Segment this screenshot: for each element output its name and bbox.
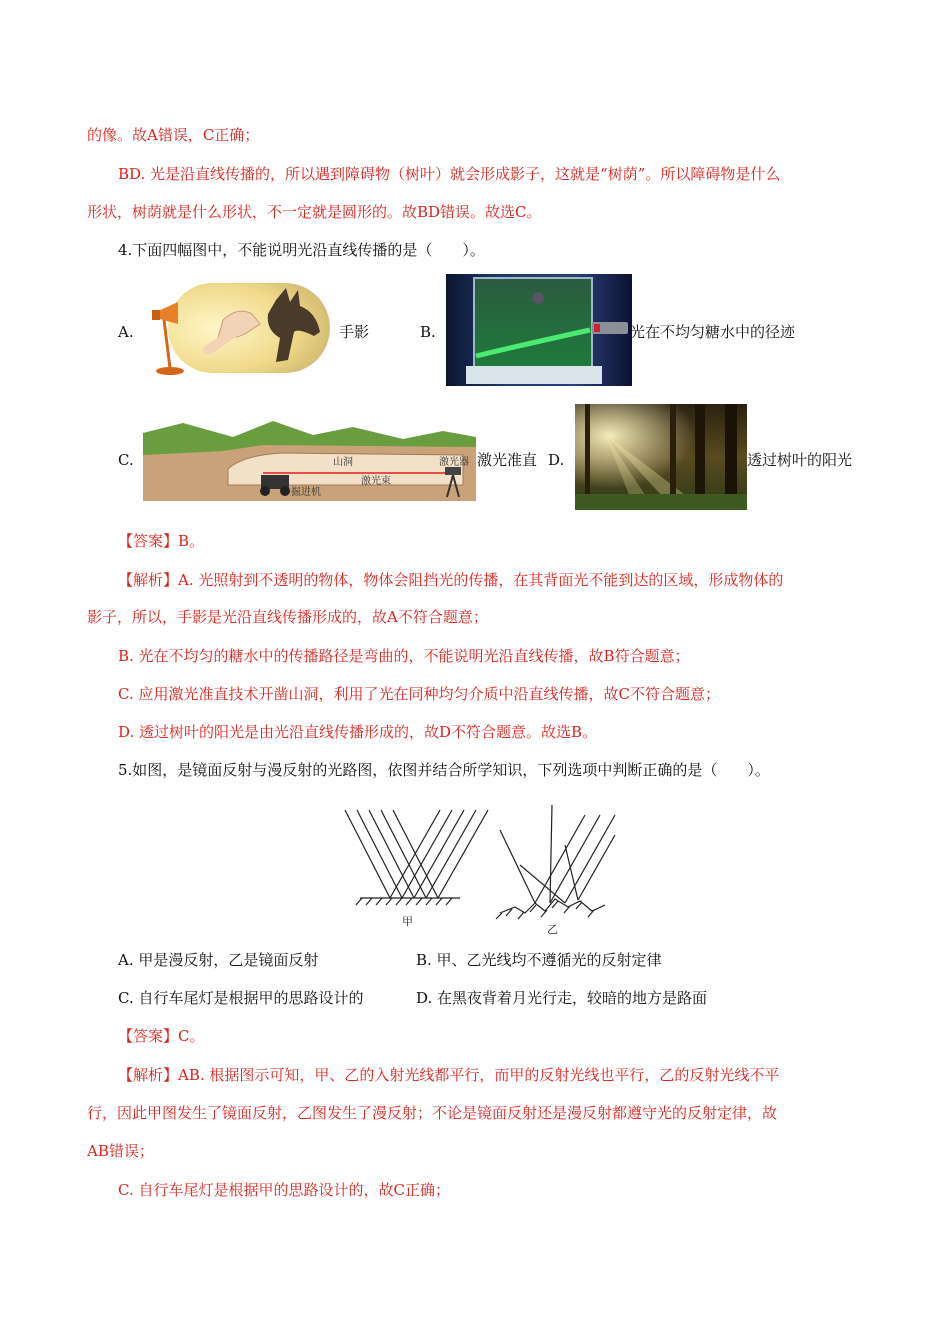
option-b-caption: 光在不均匀糖水中的径迹: [630, 323, 796, 341]
label-yi: 乙: [547, 923, 558, 935]
option-5c: C. 自行车尾灯是根据甲的思路设计的: [118, 989, 364, 1007]
option-c-caption: 激光准直: [477, 451, 538, 469]
text-line: 的像。故A错误，C正确；: [87, 126, 260, 144]
text-line: BD. 光是沿直线传播的，所以遇到障碍物（树叶）就会形成影子，这就是“树荫”。所以障碍物是什么: [118, 165, 781, 183]
question-5: 5.如图，是镜面反射与漫反射的光路图，依图并结合所学知识，下列选项中判断正确的是（ ）。: [118, 761, 770, 779]
label-jia: 甲: [402, 915, 413, 928]
option-c-letter: C.: [118, 451, 134, 469]
text-line: 【解析】A. 光照射到不透明的物体，物体会阻挡光的传播，在其背面光不能到达的区域，形成物体的: [118, 571, 784, 589]
text-line: 【解析】AB. 根据图示可知，甲、乙的入射光线都平行，而甲的反射光线也平行，乙的反射光线不平: [118, 1066, 780, 1084]
forest-sunlight-figure: [575, 404, 747, 510]
text-line: B. 光在不均匀的糖水中的传播路径是弯曲的，不能说明光沿直线传播，故B符合题意；: [118, 647, 690, 665]
label-laser: 激光器: [439, 457, 469, 468]
text-line: C. 应用激光准直技术开凿山洞，利用了光在同种均匀介质中沿直线传播，故C不符合题意；: [118, 685, 720, 703]
text-line: C. 自行车尾灯是根据甲的思路设计的，故C正确；: [118, 1181, 450, 1199]
laser-collimation-figure: [143, 415, 476, 501]
option-a-caption: 手影: [339, 323, 370, 341]
question-4: 4.下面四幅图中，不能说明光沿直线传播的是（ ）。: [118, 241, 485, 259]
label-tunnel: 山洞: [333, 457, 353, 468]
hand-shadow-figure: [148, 280, 333, 380]
answer-5: 【答案】C。: [118, 1027, 205, 1045]
option-d-letter: D.: [548, 451, 565, 469]
text-line: D. 透过树叶的阳光是由光沿直线传播形成的，故D不符合题意。故选B。: [118, 723, 598, 741]
sugar-water-figure: [446, 274, 632, 386]
label-beam: 激光束: [361, 476, 391, 487]
answer-4: 【答案】B。: [118, 532, 205, 550]
reflection-diagram: [340, 795, 620, 935]
option-5b: B. 甲、乙光线均不遵循光的反射定律: [416, 951, 662, 969]
option-a-letter: A.: [118, 323, 134, 341]
option-5d: D. 在黑夜背着月光行走，较暗的地方是路面: [416, 989, 708, 1007]
text-line: AB错误；: [87, 1142, 154, 1160]
text-line: 行，因此甲图发生了镜面反射，乙图发生了漫反射；不论是镜面反射还是漫反射都遵守光的反射定律，故: [87, 1104, 778, 1122]
text-line: 影子，所以，手影是光沿直线传播形成的，故A不符合题意；: [87, 608, 488, 626]
option-5a: A. 甲是漫反射，乙是镜面反射: [118, 951, 319, 969]
option-b-letter: B.: [420, 323, 436, 341]
label-machine: 掘进机: [291, 487, 321, 498]
text-line: 形状，树荫就是什么形状，不一定就是圆形的。故BD错误。故选C。: [87, 203, 542, 221]
option-d-caption: 透过树叶的阳光: [747, 451, 853, 469]
